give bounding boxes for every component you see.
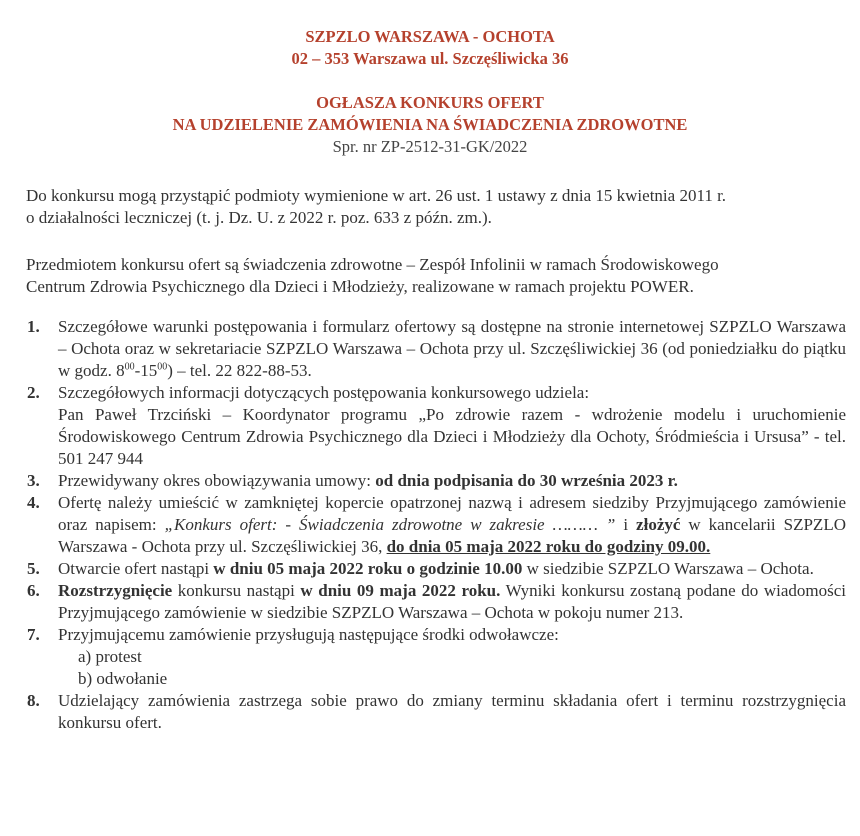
item-text-bold: w dniu 09 maja 2022 roku. — [300, 581, 501, 600]
list-item — [0, 558, 846, 580]
reference-number: Spr. nr ZP-2512-31-GK/2022 — [332, 137, 528, 156]
item-text-bold: w dniu 05 maja 2022 roku o godzinie 10.00 — [213, 559, 523, 578]
sub-item: a) protest — [78, 647, 142, 666]
item-text: Wyniki konkursu zostaną podane do wiadomości Przyjmującego zamówienie w siedzibie SZPZLO Warszawa – Ochota w pokoju numer 213. — [58, 581, 846, 622]
item-text: Ofertę należy umieścić w zamkniętej kopercie opatrzonej nazwą i adresem siedziby Przyjmującego zamówienie oraz napisem: — [58, 493, 846, 534]
conditions-list — [0, 316, 860, 734]
text-line: Centrum Zdrowia Psychicznego dla Dzieci i Młodzieży, realizowane w ramach projektu POWER. — [26, 277, 694, 296]
superscript: 00 — [157, 361, 168, 373]
superscript: 00 — [124, 361, 135, 373]
item-text: Szczegółowe warunki postępowania i formularz ofertowy są dostępne na stronie internetowej SZPZLO Warszawa – Ochota oraz w sekretariacie SZPZLO Warszawa – Ochota przy ul. Szczęśliwickiej 36 (od poniedziałku do piątku w godz. 8 — [58, 317, 846, 380]
item-text-bold: od dnia podpisania do 30 września 2023 r. — [375, 471, 678, 490]
text-line: o działalności leczniczej (t. j. Dz. U. z 2022 r. poz. 633 z późn. zm.). — [26, 208, 492, 227]
title-line-2: NA UDZIELENIE ZAMÓWIENIA NA ŚWIADCZENIA ZDROWOTNE — [172, 115, 688, 134]
item-number: 4. — [27, 493, 40, 512]
list-item — [0, 624, 846, 690]
list-item — [0, 316, 846, 382]
item-text: Pan Paweł Trzciński – Koordynator programu „Po zdrowie razem - wdrożenie modelu i uruchomienie Środowiskowego Centrum Zdrowia Psychicznego dla Dzieci i Młodzieży dla Ochoty, Śródmieścia i Ursusa” - tel. 501 247 944 — [58, 405, 846, 468]
intro-paragraph-subject — [26, 254, 826, 298]
text-line: Do konkursu mogą przystąpić podmioty wymienione w art. 26 ust. 1 ustawy z dnia 15 kwietnia 2011 r. — [26, 186, 727, 205]
item-text: Szczegółowych informacji dotyczących postępowania konkursowego udziela: — [58, 383, 590, 402]
sub-item: b) odwołanie — [78, 669, 168, 688]
org-address: 02 – 353 Warszawa ul. Szczęśliwicka 36 — [291, 49, 569, 68]
list-item — [0, 580, 846, 624]
item-text: Przyjmującemu zamówienie przysługują następujące środki odwoławcze: — [58, 625, 559, 644]
announcement-title — [0, 92, 860, 158]
item-text-bold: złożyć — [636, 515, 681, 534]
title-line-1: OGŁASZA KONKURS OFERT — [316, 93, 544, 112]
item-number: 3. — [27, 471, 40, 490]
item-number: 2. — [27, 383, 40, 402]
item-number: 1. — [27, 317, 40, 336]
list-item — [0, 382, 846, 470]
item-text: Przewidywany okres obowiązywania umowy: — [58, 471, 376, 490]
org-name: SZPZLO WARSZAWA - OCHOTA — [305, 27, 555, 46]
item-text-italic: „Konkurs ofert: - Świadczenia zdrowotne w zakresie ……… ” — [164, 515, 616, 534]
item-text: -15 — [134, 361, 158, 380]
list-item — [0, 690, 846, 734]
item-text: i — [615, 515, 637, 534]
deadline-text: do dnia 05 maja 2022 roku do godziny 09.00. — [386, 537, 711, 556]
item-number: 8. — [27, 691, 40, 710]
document-header — [0, 26, 860, 70]
intro-paragraph-eligibility — [26, 185, 826, 229]
text-line: Przedmiotem konkursu ofert są świadczenia zdrowotne – Zespół Infolinii w ramach Środowiskowego — [26, 255, 719, 274]
item-text: konkursu nastąpi — [172, 581, 301, 600]
item-text: Udzielający zamówienia zastrzega sobie prawo do zmiany terminu składania ofert i terminu rozstrzygnięcia konkursu ofert. — [58, 691, 846, 732]
item-text: w siedzibie SZPZLO Warszawa – Ochota. — [522, 559, 814, 578]
list-item — [0, 470, 846, 492]
item-number: 6. — [27, 581, 40, 600]
item-text: ) – tel. 22 822-88-53. — [167, 361, 312, 380]
list-item — [0, 492, 846, 558]
item-text: Otwarcie ofert nastąpi — [58, 559, 214, 578]
item-text-bold: Rozstrzygnięcie — [58, 581, 173, 600]
item-number: 5. — [27, 559, 40, 578]
item-number: 7. — [27, 625, 40, 644]
item-text: w kancelarii SZPZLO Warszawa - Ochota przy ul. Szczęśliwickiej 36, — [58, 515, 846, 556]
